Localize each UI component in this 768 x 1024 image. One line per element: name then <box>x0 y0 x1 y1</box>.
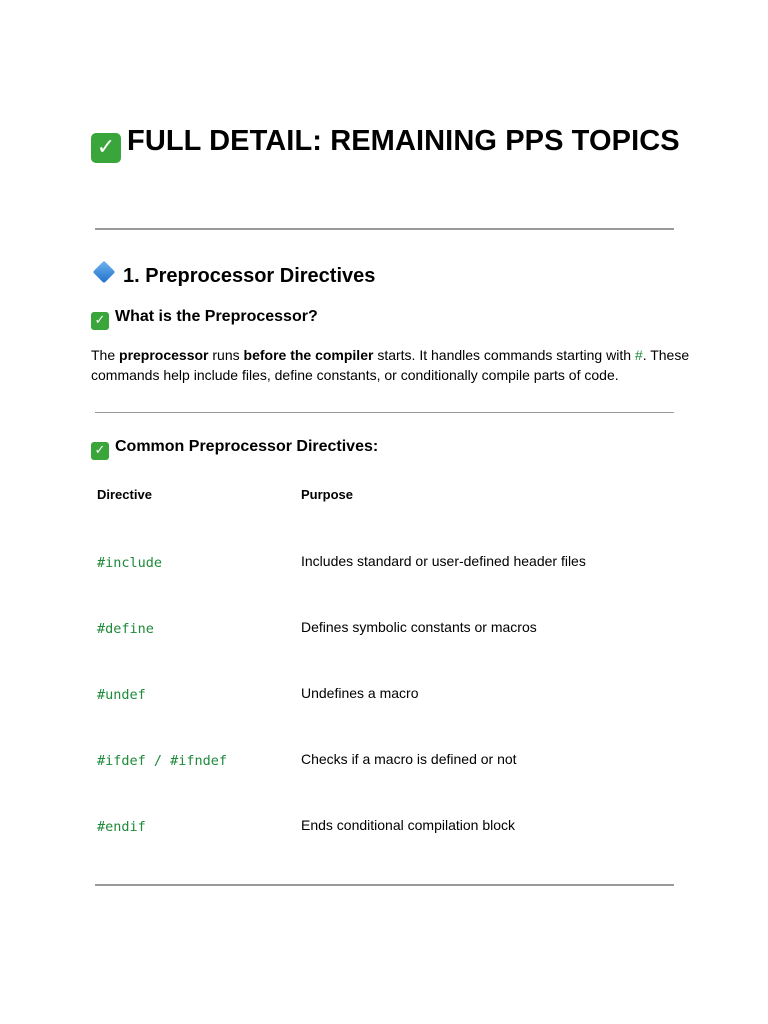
table-row <box>97 816 657 840</box>
page-title <box>91 122 691 163</box>
purpose-cell: Ends conditional compilation block <box>301 817 516 833</box>
para-text: The <box>91 347 120 363</box>
page-title-text: FULL DETAIL: REMAINING PPS TOPICS <box>127 125 680 157</box>
table-row <box>97 684 657 708</box>
check-mark-icon: ✓ <box>91 442 109 460</box>
para-bold-before-compiler: before the compiler <box>243 347 374 363</box>
purpose-cell: Defines symbolic constants or macros <box>301 619 537 635</box>
column-header-directive: Directive <box>97 487 152 502</box>
directive-cell: #ifdef / #ifndef <box>97 753 228 769</box>
subheading-what-is <box>91 306 318 330</box>
subheading-common-text: Common Preprocessor Directives: <box>115 438 379 455</box>
check-mark-icon: ✓ <box>91 133 121 163</box>
divider <box>95 228 674 230</box>
divider <box>95 412 674 413</box>
subheading-common-directives <box>91 436 378 460</box>
preprocessor-paragraph <box>91 345 691 385</box>
divider <box>95 884 674 886</box>
section-heading <box>91 259 375 290</box>
section-heading-text: 1. Preprocessor Directives <box>123 265 376 287</box>
para-bold-preprocessor: preprocessor <box>119 347 209 363</box>
column-header-purpose: Purpose <box>301 487 354 502</box>
check-mark-icon: ✓ <box>91 312 109 330</box>
blue-diamond-icon <box>91 259 117 285</box>
subheading-what-is-text: What is the Preprocessor? <box>115 308 318 325</box>
para-text: starts. It handles commands starting with <box>373 347 635 363</box>
directive-cell: #define <box>97 621 154 637</box>
directive-cell: #undef <box>97 687 146 703</box>
table-row <box>97 552 657 576</box>
para-text: . These commands help include files, define constants, or conditionally compile parts of code. <box>91 347 690 383</box>
purpose-cell: Checks if a macro is defined or not <box>301 751 517 767</box>
directive-cell: #include <box>97 555 163 571</box>
directive-cell: #endif <box>97 819 146 835</box>
purpose-cell: Includes standard or user-defined header files <box>301 553 586 569</box>
para-text: runs <box>208 347 244 363</box>
para-hash-code: # <box>634 347 643 363</box>
purpose-cell: Undefines a macro <box>301 685 419 701</box>
table-row <box>97 618 657 642</box>
table-row <box>97 750 657 774</box>
